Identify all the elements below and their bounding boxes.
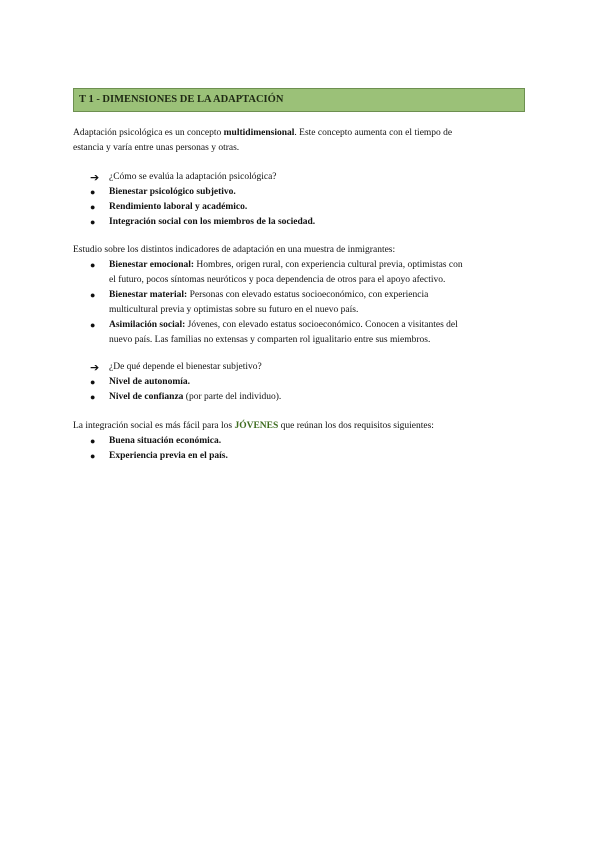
study-item-label: Bienestar emocional: xyxy=(109,260,195,270)
list-item xyxy=(73,170,533,185)
intro-line-1 xyxy=(73,126,533,141)
wellbeing-item-2-bold: Nivel de confianza xyxy=(109,392,184,402)
evaluation-item-3: Integración social con los miembros de la sociedad. xyxy=(109,217,316,227)
intro-text-b: . Este concepto aumenta con el tiempo de xyxy=(294,128,453,138)
bullet-icon: ● xyxy=(90,187,96,197)
list-item xyxy=(73,434,533,449)
list-item xyxy=(73,288,533,318)
study-item-text: Personas con elevado estatus socioeconómico, con experiencia xyxy=(187,290,429,300)
integration-text-a: La integración social es más fácil para los xyxy=(73,421,235,431)
list-item xyxy=(73,185,533,200)
bullet-icon: ● xyxy=(90,436,96,446)
bullet-icon: ● xyxy=(90,260,96,270)
evaluation-question: ¿Cómo se evalúa la adaptación psicológica? xyxy=(109,172,277,182)
list-item xyxy=(73,318,533,348)
list-item xyxy=(73,449,533,464)
integration-highlight: JÓVENES xyxy=(234,421,279,431)
bullet-icon: ● xyxy=(90,392,96,402)
study-item-label: Asimilación social: xyxy=(109,320,186,330)
integration-item-2: Experiencia previa en el país. xyxy=(109,451,228,461)
list-item xyxy=(73,215,533,230)
study-item-text: Jóvenes, con elevado estatus socioeconómico. Conocen a visitantes del xyxy=(185,320,458,330)
bullet-icon: ● xyxy=(90,290,96,300)
integration-text-b: que reúnan los dos requisitos siguientes: xyxy=(278,421,434,431)
study-item-text: multicultural previa y optimistas sobre su futuro en el nuevo país. xyxy=(109,305,359,315)
bullet-icon: ● xyxy=(90,217,96,227)
study-intro-text: Estudio sobre los distintos indicadores de adaptación en una muestra de inmigrantes: xyxy=(73,245,396,255)
list-item xyxy=(73,390,533,405)
wellbeing-item-2-rest: (por parte del individuo). xyxy=(183,392,282,402)
study-item-label: Bienestar material: xyxy=(109,290,188,300)
arrow-right-icon: ➔ xyxy=(90,171,100,184)
wellbeing-question: ¿De qué depende el bienestar subjetivo? xyxy=(109,362,262,372)
list-item xyxy=(73,200,533,215)
study-item-text: el futuro, pocos síntomas neuróticos y poca dependencia de otros para el apoyo afectivo. xyxy=(109,275,446,285)
evaluation-item-2: Rendimiento laboral y académico. xyxy=(109,202,248,212)
list-item xyxy=(73,360,533,375)
intro-text-a: Adaptación psicológica es un concepto xyxy=(73,128,224,138)
list-item xyxy=(73,258,533,288)
list-item xyxy=(73,375,533,390)
wellbeing-item-1: Nivel de autonomía. xyxy=(109,377,191,387)
evaluation-item-1: Bienestar psicológico subjetivo. xyxy=(109,187,236,197)
bullet-icon: ● xyxy=(90,202,96,212)
integration-item-1: Buena situación económica. xyxy=(109,436,222,446)
integration-list xyxy=(73,434,533,464)
bullet-icon: ● xyxy=(90,320,96,330)
intro-paragraph xyxy=(73,126,533,156)
study-list xyxy=(73,258,533,348)
section-title-box xyxy=(73,88,525,112)
study-intro xyxy=(73,243,533,258)
study-item-text: Hombres, origen rural, con experiencia cultural previa, optimistas con xyxy=(194,260,463,270)
bullet-icon: ● xyxy=(90,377,96,387)
bullet-icon: ● xyxy=(90,451,96,461)
study-item-text: nuevo país. Las familias no extensas y comparten rol igualitario entre sus miembros. xyxy=(109,335,431,345)
integration-paragraph xyxy=(73,419,533,434)
arrow-right-icon: ➔ xyxy=(90,361,100,374)
wellbeing-list xyxy=(73,360,533,405)
evaluation-list xyxy=(73,170,533,230)
intro-bold-term: multidimensional xyxy=(223,128,295,138)
intro-line-2: estancia y varía entre unas personas y otras. xyxy=(73,143,240,153)
section-title: T 1 - DIMENSIONES DE LA ADAPTACIÓN xyxy=(79,94,284,105)
